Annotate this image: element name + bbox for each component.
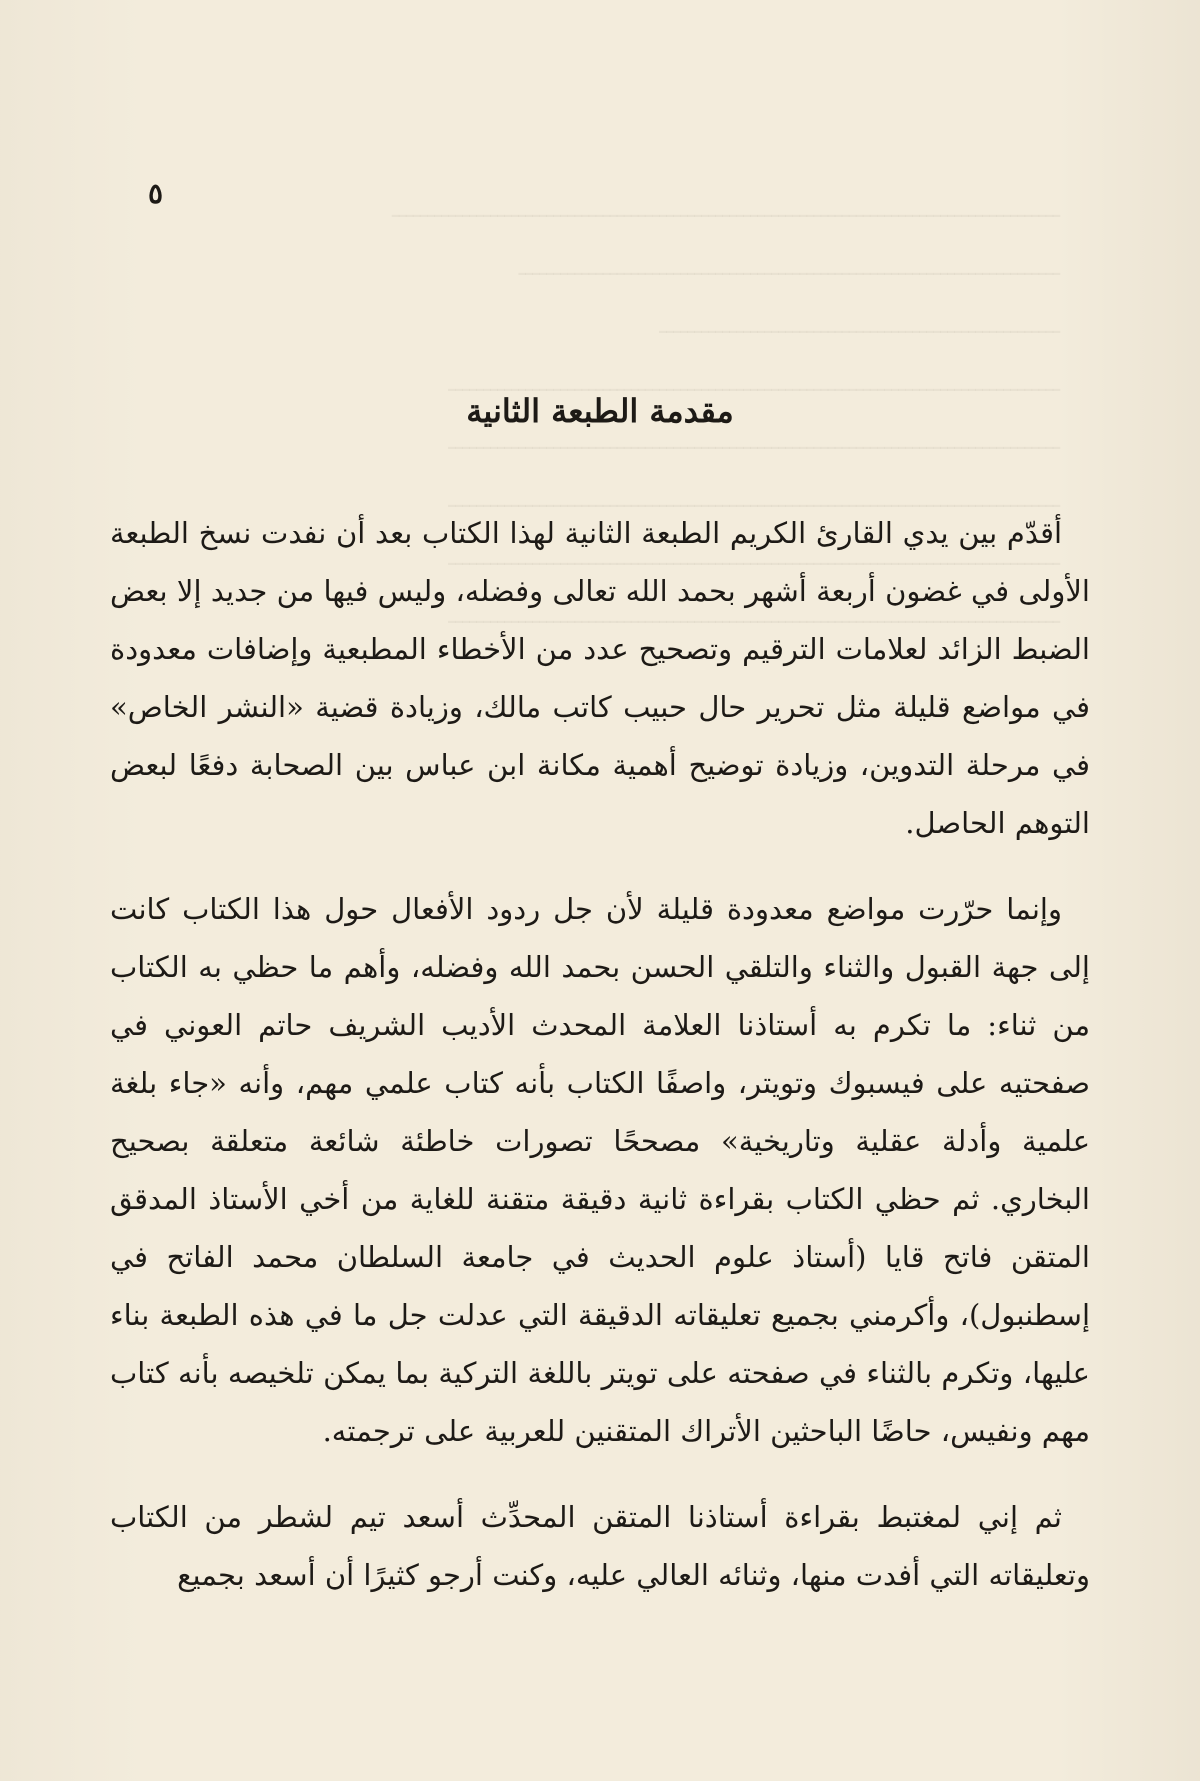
show-through-text: ـــــــــــــــــــــــــــــــــــــــــــــــــــــــــــــــــــــــــــــــــــــــــــــــ ـــــــــــــــــــــــــــــــــــــــــــــــــــــــــــــــــــــــــــــ ـــــــــــــــــــــــــــــــــــــــــــــــــــــــــ ـــــــــــــــــــــــــــــــــــــــــــــــــــــــــــــــــــــــــــــــــــــــ ـــــــــــــــــــــــــــــــــــــــــــــــــــــــــــــــــــــــــــــــــــــــ ـــــــــــــــــــــــــــــــــــــــــــــــــــــــــــــــــــــــــــــــــــــــ ـــــــــــــــــــــــــــــــــــــــــــــــــــــــــــــــــــــــــــــــــــــــ ـــــــــــــــــــــــــــــــــــــــــــــــــــــــــــــــــــــــــــــــــــــــ <box>392 195 1060 629</box>
body-text <box>110 504 1090 1604</box>
page-title: مقدمة الطبعة الثانية <box>466 392 734 430</box>
paragraph-3: ثم إني لمغتبط بقراءة أستاذنا المتقن المحدِّث أسعد تيم لشطر من الكتاب وتعليقاته التي أفدت منها، وثنائه العالي عليه، وكنت أرجو كثيرًا أن أسعد بجميع <box>110 1500 1090 1592</box>
page-number: ٥ <box>148 177 164 210</box>
paragraph-2: وإنما حرّرت مواضع معدودة قليلة لأن جل ردود الأفعال حول هذا الكتاب كانت إلى جهة القبول والثناء والتلقي الحسن بحمد الله وفضله، وأهم ما حظي به الكتاب من ثناء: ما تكرم به أستاذنا العلامة المحدث الأديب الشريف حاتم العوني في صفحتيه على فيسبوك وتويتر، واصفًا الكتاب بأنه كتاب علمي مهم، وأنه «جاء بلغة علمية وأدلة عقلية وتاريخية» مصححًا تصورات خاطئة شائعة متعلقة بصحيح البخاري. ثم حظي الكتاب بقراءة ثانية دقيقة متقنة للغاية من أخي الأستاذ المدقق المتقن فاتح قايا (أستاذ علوم الحديث في جامعة السلطان محمد الفاتح في إسطنبول)، وأكرمني بجميع تعليقاته الدقيقة التي عدلت جل ما في هذه الطبعة بناء عليها، وتكرم بالثناء في صفحته على تويتر باللغة التركية بما يمكن تلخيصه بأنه كتاب مهم ونفيس، حاضًا الباحثين الأتراك المتقنين للعربية على ترجمته. <box>110 892 1090 1448</box>
paragraph-1: أقدّم بين يدي القارئ الكريم الطبعة الثانية لهذا الكتاب بعد أن نفدت نسخ الطبعة الأولى في غضون أربعة أشهر بحمد الله تعالى وفضله، وليس فيها من جديد إلا بعض الضبط الزائد لعلامات الترقيم وتصحيح عدد من الأخطاء المطبعية وإضافات معدودة في مواضع قليلة مثل تحرير حال حبيب كاتب مالك، وزيادة قضية «النشر الخاص» في مرحلة التدوين، وزيادة توضيح أهمية مكانة ابن عباس بين الصحابة دفعًا لبعض التوهم الحاصل. <box>110 516 1090 840</box>
